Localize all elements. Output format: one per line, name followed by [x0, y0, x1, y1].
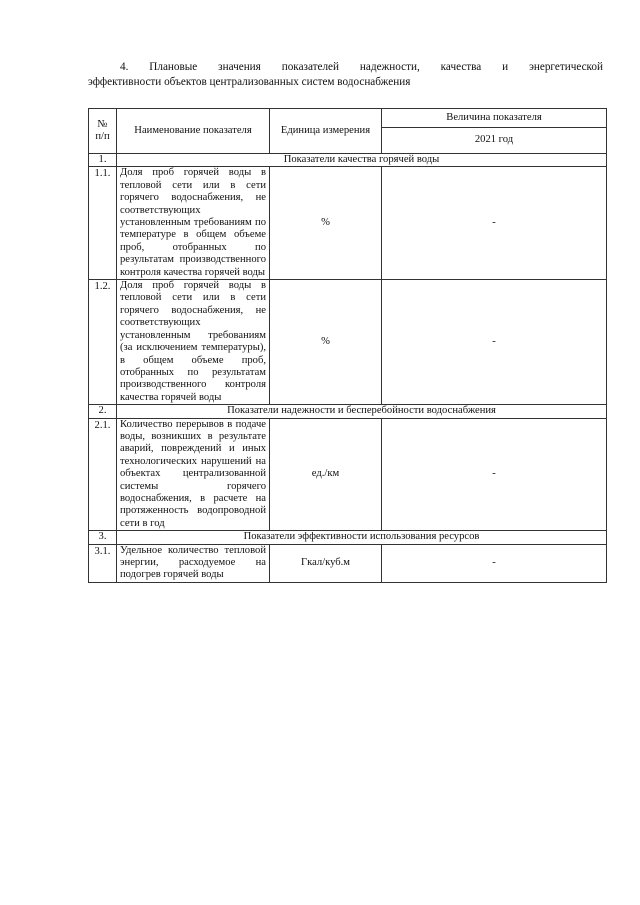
- row-unit: %: [270, 167, 382, 280]
- row-num: 1.2.: [89, 280, 117, 405]
- row-num: 3.1.: [89, 544, 117, 582]
- section-row: [89, 405, 607, 418]
- table-row: [89, 418, 607, 531]
- section-heading: [88, 60, 603, 90]
- row-unit: ед./км: [270, 418, 382, 531]
- row-value: -: [382, 280, 607, 405]
- header-value-group: Величина показателя: [382, 109, 607, 128]
- table-row: [89, 280, 607, 405]
- heading-line-2: эффективности объектов централизованных систем водоснабжения: [88, 76, 411, 88]
- row-value: -: [382, 544, 607, 582]
- row-name: Удельное количество тепловой энергии, расходуемое на подогрев горячей воды: [117, 544, 270, 582]
- row-value: -: [382, 418, 607, 531]
- section-row: [89, 154, 607, 167]
- header-num: № п/п: [89, 109, 117, 154]
- indicators-table: [88, 108, 607, 583]
- section-num: 1.: [89, 154, 117, 167]
- row-name: Количество перерывов в подаче воды, возникших в результате аварий, повреждений и иных технологических нарушений на объектах централизованной системы горячего водоснабжения, в расчете на протяженность водопроводной сети в год: [117, 418, 270, 531]
- header-unit: Единица измерения: [270, 109, 382, 154]
- table-row: [89, 167, 607, 280]
- row-value: -: [382, 167, 607, 280]
- table-row: [89, 544, 607, 582]
- row-unit: Гкал/куб.м: [270, 544, 382, 582]
- row-num: 2.1.: [89, 418, 117, 531]
- section-title: Показатели надежности и бесперебойности водоснабжения: [117, 405, 607, 418]
- row-name: Доля проб горячей воды в тепловой сети или в сети горячего водоснабжения, не соответствующих установленным требованиям по температуре в общем объеме проб, отобранных по результатам производственного контроля качества горячей воды: [117, 167, 270, 280]
- row-unit: %: [270, 280, 382, 405]
- header-year: 2021 год: [382, 128, 607, 154]
- heading-line-1: 4. Плановые значения показателей надежности, качества и энергетической: [120, 61, 603, 73]
- header-name: Наименование показателя: [117, 109, 270, 154]
- section-num: 2.: [89, 405, 117, 418]
- section-title: Показатели эффективности использования ресурсов: [117, 531, 607, 544]
- row-num: 1.1.: [89, 167, 117, 280]
- section-row: [89, 531, 607, 544]
- section-title: Показатели качества горячей воды: [117, 154, 607, 167]
- row-name: Доля проб горячей воды в тепловой сети или в сети горячего водоснабжения, не соответствующих установленным требованиям (за исключением температуры), в общем объеме проб, отобранных по результатам производственного контроля качества горячей воды: [117, 280, 270, 405]
- section-num: 3.: [89, 531, 117, 544]
